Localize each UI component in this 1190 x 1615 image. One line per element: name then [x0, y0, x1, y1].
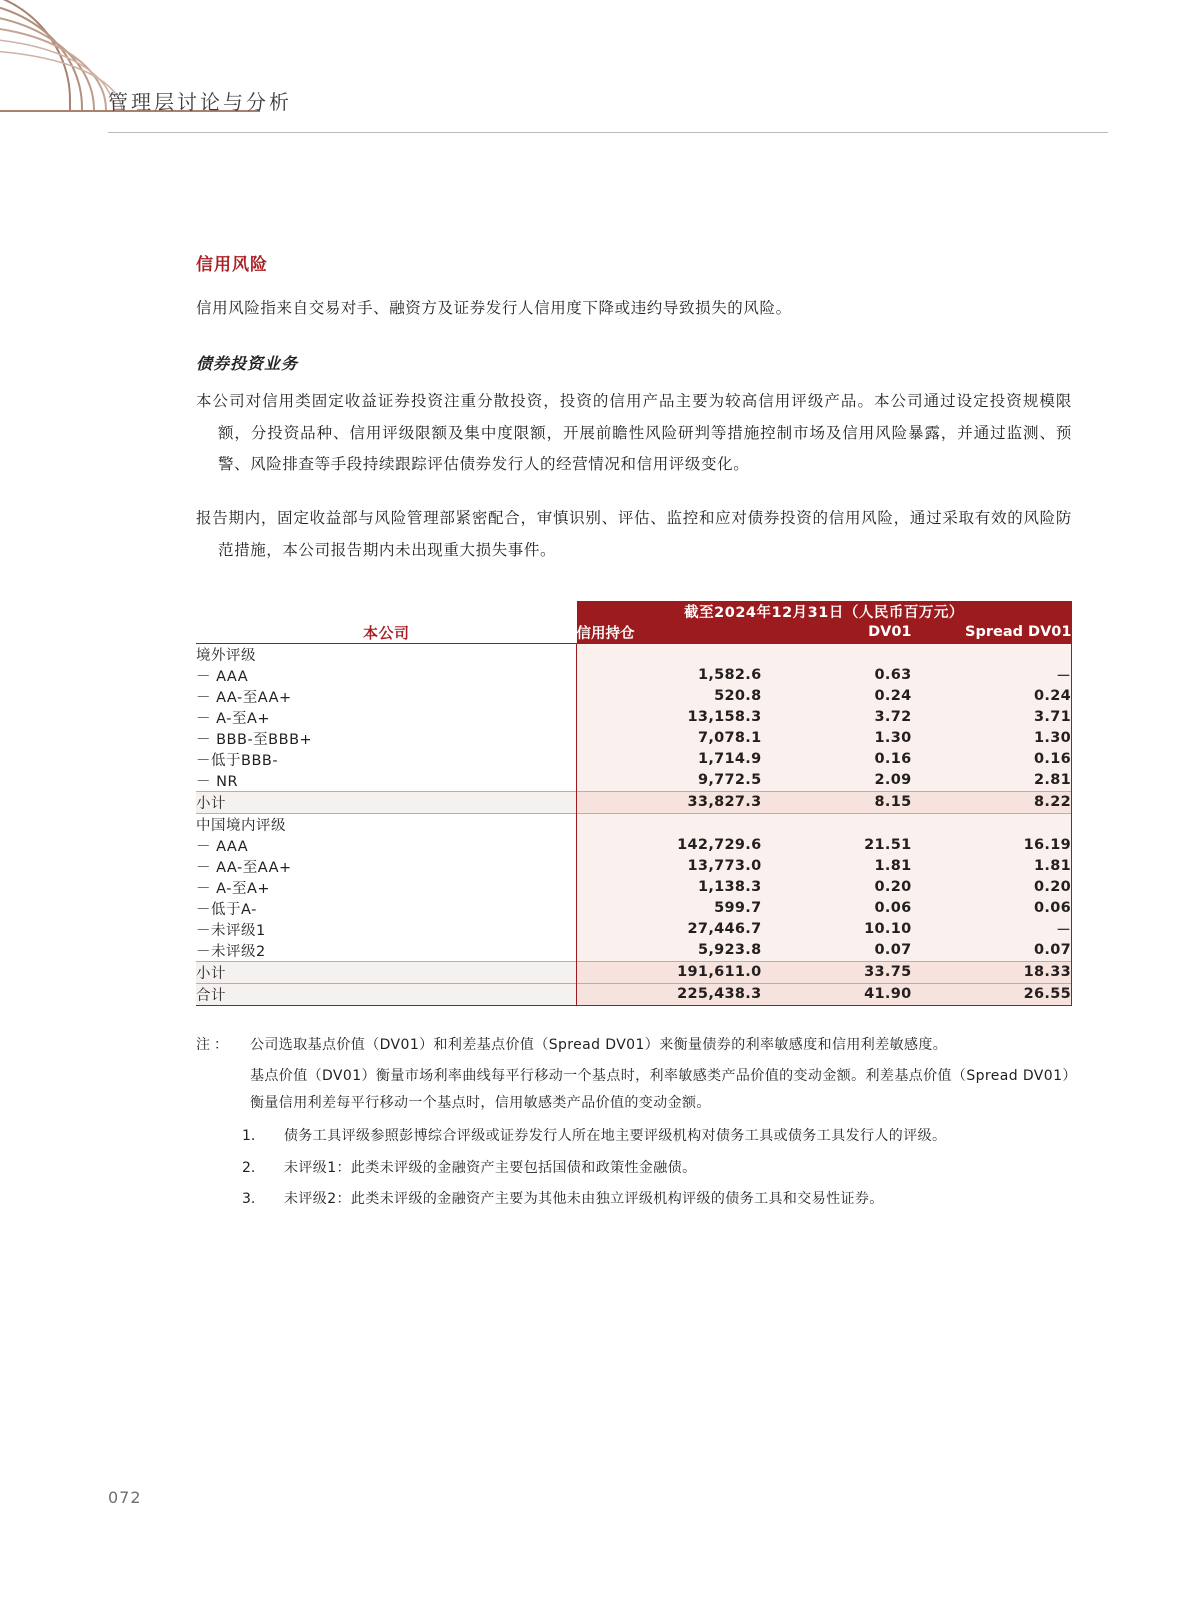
row-label: － AA-至AA+: [196, 686, 577, 707]
row-spread: 3.71: [912, 707, 1072, 728]
row-dv01: 0.06: [762, 898, 912, 919]
total-spread: 26.55: [912, 983, 1072, 1005]
row-holding: 27,446.7: [577, 919, 762, 940]
note-item-number: 2.: [242, 1159, 256, 1176]
table-header-row-period: [196, 601, 1072, 622]
row-holding: 13,773.0: [577, 856, 762, 877]
table-corner-label: 本公司: [196, 601, 577, 644]
note-item-text: 未评级1：此类未评级的金融资产主要包括国债和政策性金融债。: [284, 1159, 697, 1176]
table-row: [196, 898, 1072, 919]
row-spread: －: [912, 665, 1072, 686]
row-dv01: 0.16: [762, 749, 912, 770]
table-row: [196, 856, 1072, 877]
section-intro-paragraph: 信用风险指来自交易对手、融资方及证券发行人信用度下降或违约导致损失的风险。: [196, 299, 792, 317]
table-row: [196, 919, 1072, 940]
page-content: [196, 250, 1072, 1217]
group-label: 境外评级: [196, 643, 577, 665]
note-first-text: 公司选取基点价值（DV01）和利差基点价值（Spread DV01）来衡量债券的利率敏感度和信用利差敏感度。: [250, 1036, 948, 1053]
note-item: [196, 1123, 1072, 1150]
note-item: [196, 1186, 1072, 1213]
group-dv01-blank: [762, 813, 912, 835]
row-label: － AAA: [196, 665, 577, 686]
note-item-text: 债务工具评级参照彭博综合评级或证券发行人所在地主要评级机构对债务工具或债务工具发行人的评级。: [284, 1128, 947, 1145]
row-spread: 1.81: [912, 856, 1072, 877]
row-dv01: 0.24: [762, 686, 912, 707]
table-row: [196, 749, 1072, 770]
notes-label: 注：: [196, 1036, 232, 1053]
table-row: [196, 707, 1072, 728]
row-dv01: 3.72: [762, 707, 912, 728]
row-spread: 16.19: [912, 835, 1072, 856]
subsection-title: 债券投资业务: [196, 353, 299, 373]
note-first-row: [196, 1032, 1072, 1059]
note-item-number: 3.: [242, 1191, 256, 1208]
row-spread: 1.30: [912, 728, 1072, 749]
row-dv01: 1.30: [762, 728, 912, 749]
table-row: [196, 940, 1072, 962]
table-total-row: [196, 983, 1072, 1005]
note-item: [196, 1155, 1072, 1182]
page-header: [0, 0, 1190, 140]
subtotal-spread: 18.33: [912, 961, 1072, 983]
row-dv01: 0.20: [762, 877, 912, 898]
row-label: －低于BBB-: [196, 749, 577, 770]
table-row: [196, 728, 1072, 749]
table-group-header: [196, 813, 1072, 835]
row-holding: 142,729.6: [577, 835, 762, 856]
row-holding: 599.7: [577, 898, 762, 919]
row-label: －未评级1: [196, 919, 577, 940]
row-spread: 0.16: [912, 749, 1072, 770]
row-spread: －: [912, 919, 1072, 940]
paragraph-2: 报告期内，固定收益部与风险管理部紧密配合，审慎识别、评估、监控和应对债券投资的信用风险，通过采取有效的风险防范措施，本公司报告期内未出现重大损失事件。: [196, 509, 1072, 559]
row-label: － NR: [196, 770, 577, 792]
row-label: － AA-至AA+: [196, 856, 577, 877]
paragraph-1: 本公司对信用类固定收益证券投资注重分散投资，投资的信用产品主要为较高信用评级产品。本公司通过设定投资规模限额，分投资品种、信用评级限额及集中度限额，开展前瞻性风险研判等措施控制市场及信用风险暴露，并通过监测、预警、风险排查等手段持续跟踪评估债券发行人的经营情况和信用评级变化。: [196, 391, 1072, 474]
row-spread: 0.20: [912, 877, 1072, 898]
row-spread: 0.24: [912, 686, 1072, 707]
page-number: 072: [108, 1488, 142, 1507]
credit-exposure-table-wrapper: [196, 601, 1072, 1006]
subtotal-holding: 191,611.0: [577, 961, 762, 983]
note-second-text: 基点价值（DV01）衡量市场利率曲线每平行移动一个基点时，利率敏感类产品价值的变动金额。利差基点价值（Spread DV01）衡量信用利差每平行移动一个基点时，信用敏感类产品价值的变动金额。: [250, 1067, 1070, 1112]
row-holding: 1,582.6: [577, 665, 762, 686]
column-header-spread-dv01: Spread DV01: [912, 622, 1072, 644]
row-holding: 5,923.8: [577, 940, 762, 962]
total-label: 合计: [196, 983, 577, 1005]
column-header-holding: 信用持仓: [577, 622, 762, 644]
row-holding: 1,138.3: [577, 877, 762, 898]
column-header-dv01: DV01: [762, 622, 912, 644]
subtotal-dv01: 8.15: [762, 791, 912, 813]
row-spread: 0.06: [912, 898, 1072, 919]
row-dv01: 0.07: [762, 940, 912, 962]
row-holding: 1,714.9: [577, 749, 762, 770]
subtotal-dv01: 33.75: [762, 961, 912, 983]
row-dv01: 0.63: [762, 665, 912, 686]
row-dv01: 21.51: [762, 835, 912, 856]
row-holding: 9,772.5: [577, 770, 762, 792]
row-label: － A-至A+: [196, 877, 577, 898]
header-divider: [108, 132, 1108, 133]
table-group-header: [196, 643, 1072, 665]
row-spread: 2.81: [912, 770, 1072, 792]
row-label: －未评级2: [196, 940, 577, 962]
decorative-swoosh-graphic: [0, 0, 260, 140]
group-holding-blank: [577, 813, 762, 835]
credit-exposure-table: [196, 601, 1072, 1006]
row-label: － BBB-至BBB+: [196, 728, 577, 749]
table-notes: [196, 1032, 1072, 1214]
subtotal-holding: 33,827.3: [577, 791, 762, 813]
note-item-number: 1.: [242, 1128, 256, 1145]
subtotal-label: 小计: [196, 791, 577, 813]
group-spread-blank: [912, 813, 1072, 835]
table-period-header: 截至2024年12月31日（人民币百万元）: [577, 601, 1072, 622]
subtotal-label: 小计: [196, 961, 577, 983]
total-holding: 225,438.3: [577, 983, 762, 1005]
table-row: [196, 877, 1072, 898]
group-spread-blank: [912, 643, 1072, 665]
row-label: －低于A-: [196, 898, 577, 919]
row-holding: 13,158.3: [577, 707, 762, 728]
row-dv01: 1.81: [762, 856, 912, 877]
group-label: 中国境内评级: [196, 813, 577, 835]
row-dv01: 10.10: [762, 919, 912, 940]
table-subtotal-row: [196, 791, 1072, 813]
row-label: － A-至A+: [196, 707, 577, 728]
subtotal-spread: 8.22: [912, 791, 1072, 813]
row-holding: 520.8: [577, 686, 762, 707]
group-holding-blank: [577, 643, 762, 665]
group-dv01-blank: [762, 643, 912, 665]
table-row: [196, 835, 1072, 856]
table-row: [196, 770, 1072, 792]
page-title: 管理层讨论与分析: [108, 90, 292, 114]
table-subtotal-row: [196, 961, 1072, 983]
total-dv01: 41.90: [762, 983, 912, 1005]
section-title: 信用风险: [196, 255, 268, 275]
note-item-text: 未评级2：此类未评级的金融资产主要为其他未由独立评级机构评级的债务工具和交易性证券。: [284, 1191, 884, 1208]
row-spread: 0.07: [912, 940, 1072, 962]
row-label: － AAA: [196, 835, 577, 856]
row-dv01: 2.09: [762, 770, 912, 792]
table-row: [196, 686, 1072, 707]
row-holding: 7,078.1: [577, 728, 762, 749]
table-row: [196, 665, 1072, 686]
